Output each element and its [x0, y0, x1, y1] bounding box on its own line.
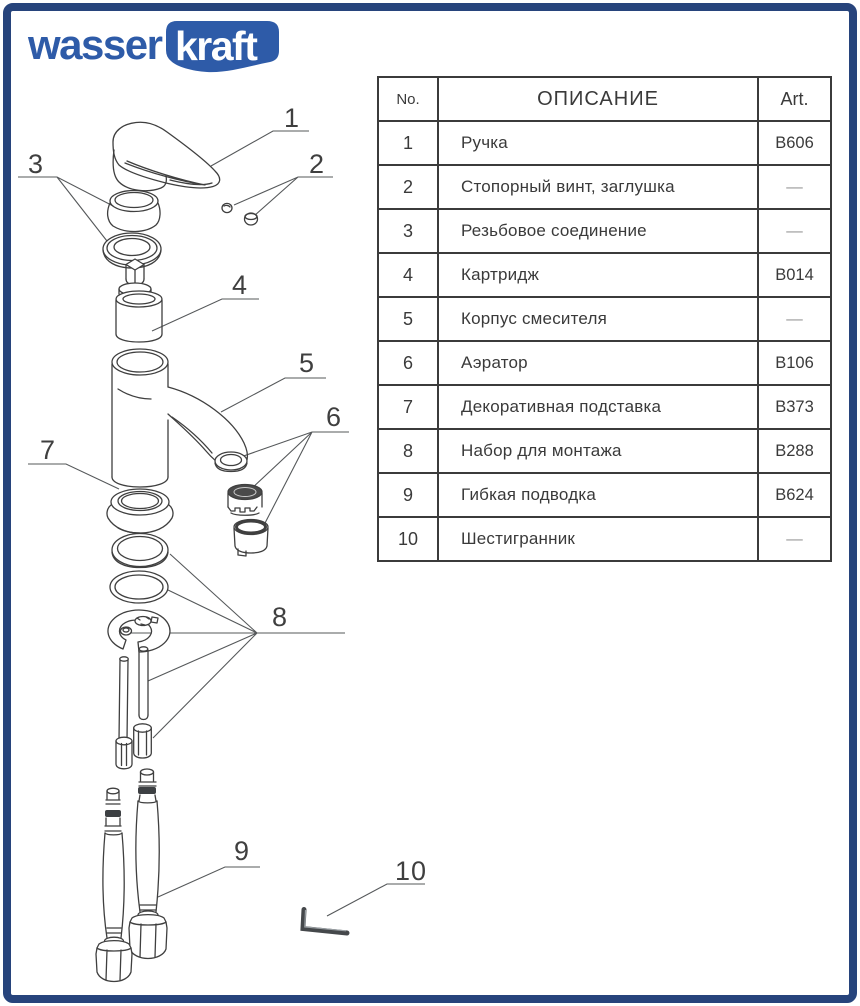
cell-description: Гибкая подводка	[438, 473, 758, 517]
cell-art: B106	[758, 341, 831, 385]
part-mounting-kit	[108, 534, 170, 769]
part-decorative-base	[107, 489, 173, 533]
cell-art: B014	[758, 253, 831, 297]
cell-art: B624	[758, 473, 831, 517]
callout-8: 8	[272, 602, 289, 632]
cell-no: 5	[378, 297, 438, 341]
table-row	[378, 165, 831, 209]
callout-2: 2	[309, 149, 326, 179]
table-row	[378, 341, 831, 385]
cell-no: 10	[378, 517, 438, 561]
part-handle	[113, 122, 220, 190]
cell-no: 4	[378, 253, 438, 297]
cell-art: —	[758, 517, 831, 561]
part-stop-screw-plug	[222, 203, 258, 225]
cell-art: B373	[758, 385, 831, 429]
header-description: ОПИСАНИЕ	[438, 77, 758, 121]
callout-10: 10	[395, 856, 428, 886]
part-hex-key	[303, 910, 347, 934]
cell-no: 3	[378, 209, 438, 253]
cell-description: Набор для монтажа	[438, 429, 758, 473]
part-flexible-hoses	[96, 769, 167, 982]
table-row	[378, 121, 831, 165]
callout-4: 4	[232, 270, 249, 300]
header-no: No.	[378, 77, 438, 121]
cell-art: —	[758, 297, 831, 341]
table-row	[378, 253, 831, 297]
table-row	[378, 473, 831, 517]
table-row	[378, 517, 831, 561]
callout-5: 5	[299, 348, 316, 378]
cell-no: 6	[378, 341, 438, 385]
cell-art: —	[758, 165, 831, 209]
cell-no: 1	[378, 121, 438, 165]
part-aerator	[215, 452, 268, 556]
header-art: Art.	[758, 77, 831, 121]
table-row	[378, 429, 831, 473]
callout-6: 6	[326, 402, 343, 432]
parts-table	[377, 76, 832, 562]
table-header-row	[378, 77, 831, 121]
table-row	[378, 385, 831, 429]
cell-no: 7	[378, 385, 438, 429]
cell-description: Декоративная подставка	[438, 385, 758, 429]
cell-art: —	[758, 209, 831, 253]
table-row	[378, 297, 831, 341]
cell-no: 9	[378, 473, 438, 517]
cell-description: Ручка	[438, 121, 758, 165]
cell-description: Аэратор	[438, 341, 758, 385]
cell-description: Шестигранник	[438, 517, 758, 561]
part-threaded-connection	[103, 191, 161, 269]
cell-description: Резьбовое соединение	[438, 209, 758, 253]
table-row	[378, 209, 831, 253]
cell-description: Стопорный винт, заглушка	[438, 165, 758, 209]
cell-no: 8	[378, 429, 438, 473]
leader-lines	[18, 131, 428, 916]
cell-art: B606	[758, 121, 831, 165]
cell-description: Картридж	[438, 253, 758, 297]
callout-1: 1	[284, 103, 301, 133]
cell-art: B288	[758, 429, 831, 473]
callout-7: 7	[40, 435, 57, 465]
callout-3: 3	[28, 149, 45, 179]
cell-no: 2	[378, 165, 438, 209]
callout-9: 9	[234, 836, 251, 866]
logo-text-wasser: wasser	[28, 21, 162, 68]
logo-text-kraft: kraft	[175, 23, 257, 69]
cell-description: Корпус смесителя	[438, 297, 758, 341]
